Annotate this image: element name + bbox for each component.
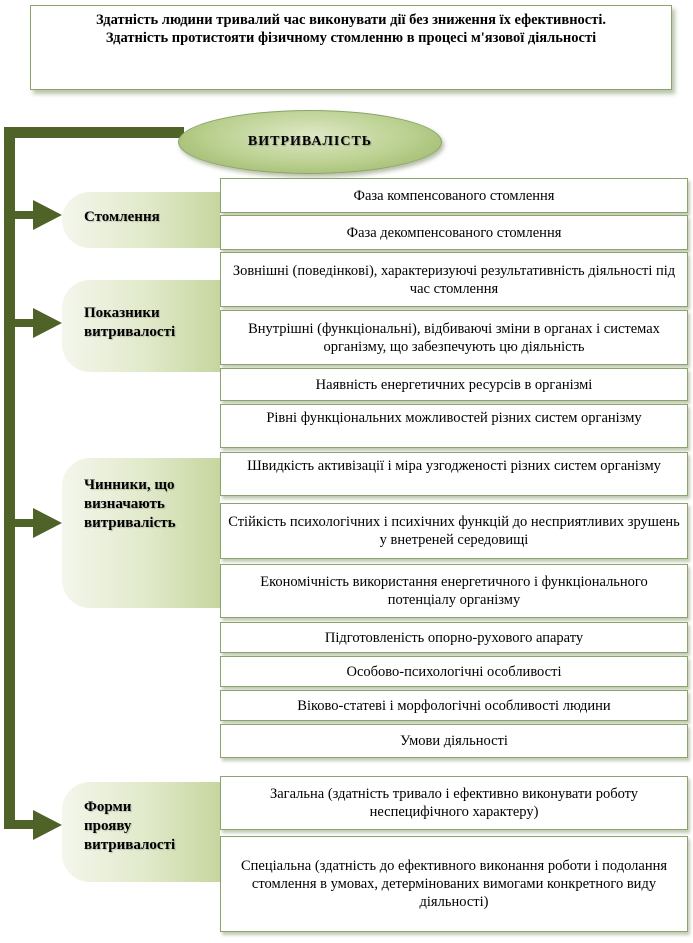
- connector-top: [4, 127, 184, 138]
- item-factor-5: Економічність використання енергетичного і функціонального потенціалу організму: [220, 564, 688, 618]
- connector-spine: [4, 127, 15, 827]
- category-forms-line-1: Форми: [84, 799, 132, 815]
- category-factors-line-3: витривалість: [84, 515, 176, 531]
- item-form-2: Спеціальна (здатність до ефективного виконання роботи і подолання стомлення в умовах, детермінованих вимогами конкретного виду діяльності): [220, 836, 688, 932]
- item-indicator-2: Внутрішні (функціональні), відбиваючі зміни в органах і системах організму, що забезпечують цю діяльність: [220, 310, 688, 365]
- arrow-fatigue: [33, 200, 62, 230]
- category-factors-line-1: Чинники, що: [84, 477, 175, 493]
- central-node: ВИТРИВАЛІСТЬ: [178, 110, 442, 174]
- category-fatigue-label: Стомлення: [84, 209, 160, 225]
- category-indicators: [62, 280, 220, 372]
- category-indicators-line-2: витривалості: [84, 324, 176, 340]
- arrow-indicators: [33, 308, 62, 338]
- connector-branch-forms: [4, 820, 35, 829]
- item-indicator-1: Зовнішні (поведінкові), характеризуючі результативність діяльності під час стомлення: [220, 252, 688, 307]
- item-factor-7: Особово-психологічні особливості: [220, 656, 688, 687]
- category-forms-line-3: витривалості: [84, 837, 176, 853]
- definition-line-2: Здатність протистояти фізичному стомленню в процесі м'язової діяльності: [105, 30, 597, 46]
- definition-box: [30, 5, 672, 90]
- item-factor-9: Умови діяльності: [220, 724, 688, 758]
- connector-branch-factors: [15, 519, 35, 527]
- item-factor-2: Рівні функціональних можливостей різних систем організму: [220, 404, 688, 448]
- item-form-1: Загальна (здатність тривало і ефективно виконувати роботу неспецифічного характеру): [220, 776, 688, 830]
- arrow-factors: [33, 508, 62, 538]
- item-factor-6: Підготовленість опорно-рухового апарату: [220, 622, 688, 653]
- category-forms: [62, 782, 220, 882]
- category-factors-line-2: визначають: [84, 496, 165, 512]
- connector-branch-indicators: [15, 319, 35, 327]
- category-forms-line-2: прояву: [84, 818, 132, 834]
- definition-line-1: Здатність людини тривалий час виконувати дії без зниження їх ефективності.: [95, 12, 607, 28]
- item-fatigue-1: Фаза компенсованого стомлення: [220, 178, 688, 213]
- category-indicators-line-1: Показники: [84, 305, 160, 321]
- item-factor-8: Віково-статеві і морфологічні особливості людини: [220, 690, 688, 721]
- item-factor-3: Швидкість активізації і міра узгодженості різних систем організму: [220, 452, 688, 496]
- item-factor-1: Наявність енергетичних ресурсів в організмі: [220, 368, 688, 401]
- arrow-forms: [33, 810, 62, 840]
- category-fatigue: [62, 192, 220, 248]
- connector-branch-fatigue: [15, 211, 35, 219]
- category-factors: [62, 458, 220, 608]
- item-factor-4: Стійкість психологічних і психічних функцій до несприятливих зрушень у внетреней середовищі: [220, 503, 688, 559]
- item-fatigue-2: Фаза декомпенсованого стомлення: [220, 215, 688, 250]
